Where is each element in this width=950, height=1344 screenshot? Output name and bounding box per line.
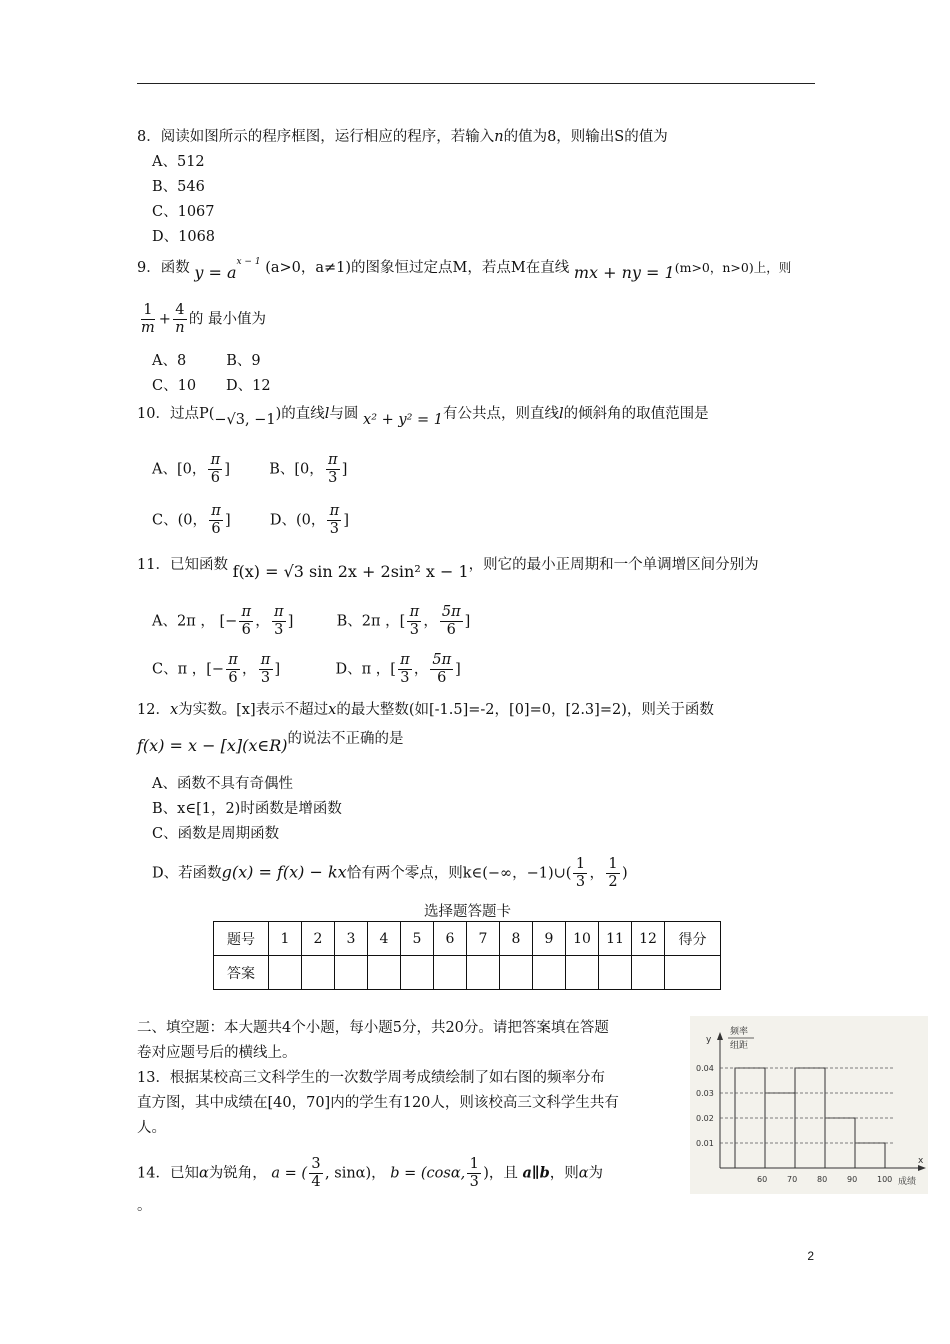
answer-cell-8 [500,956,533,990]
answer-cell-5 [401,956,434,990]
q12-d-f2d: 2 [608,874,618,890]
q9-option-c: C、10 [152,378,197,394]
q10-c-num: π [209,503,223,521]
q11-c-mid: ， [242,661,257,678]
q14-vector-a: a = ( [271,1165,308,1182]
q14-a-num: 3 [309,1156,323,1174]
q14-sep: ， [371,1165,386,1182]
x-tick-60: 60 [757,1175,768,1184]
q14-vector-b: b = (cosα, [390,1165,466,1182]
q8-var-n: n [494,129,504,145]
q9-frac2-den: n [175,320,185,336]
answer-card-num-8: 8 [500,922,533,956]
q9-option-a: A、8 [152,353,187,369]
q12-d-function: g(x) = f(x) − kx [221,862,347,882]
histogram-chart [690,1016,928,1194]
q9-function: y = a [194,262,237,282]
q10-options-cd [152,503,349,538]
q11-stem [137,554,759,581]
q10-stem [137,404,709,428]
q8-stem-text: 8．阅读如图所示的程序框图，运行相应的程序，若输入 [137,129,495,145]
answer-cell-9 [533,956,566,990]
q12-d-f1n: 1 [573,856,587,874]
x-tick-70: 70 [787,1175,798,1184]
section2-line1: 二、填空题：本大题共4个小题，每小题5分，共20分。请把答案填在答题 [137,1020,609,1036]
q11-d-f1d: 3 [400,670,410,686]
x-tick-80: 80 [817,1175,828,1184]
y-tick-0.01: 0.01 [696,1139,714,1148]
answer-card-num-9: 9 [533,922,566,956]
q14-stem-text-4: ，则 [549,1165,579,1182]
q9-condition: (a>0，a≠1)的图象恒过定点M，若点M在直线 [265,259,570,276]
q10-c-close: ] [224,512,231,529]
answer-cell-11 [599,956,632,990]
answer-cell-score [665,956,721,990]
q9-option-b: B、9 [226,353,261,369]
answer-card-num-2: 2 [302,922,335,956]
q9-frac1-den: m [141,320,155,336]
header-rule [137,83,815,84]
q13-line3: 人。 [137,1120,166,1136]
q11-c-f1d: 6 [228,670,238,686]
answer-card-table [213,921,721,990]
q9-tail: 的 最小值为 [188,311,267,328]
q8-stem-text-2: 的值为8，则输出S的值为 [503,129,668,145]
q14-line2: 。 [137,1198,152,1214]
q10-a-close: ] [224,461,231,478]
q10-stem-text-5: 的倾斜角的取值范围是 [563,406,709,422]
q8-option-d: D、1068 [152,229,216,245]
q11-b-f1d: 3 [409,622,419,638]
q11-function: f(x) = √3 sin 2x + 2sin² x − 1 [232,562,469,581]
answer-card-num-6: 6 [434,922,467,956]
q14-stem-text-3: ，且 [488,1165,518,1182]
q12-stem-text-3: 的最大整数(如[-1.5]=-2，[0]=0，[2.3]=2)，则关于函数 [336,702,714,718]
page-number: 2 [807,1249,814,1263]
answer-card-num-10: 10 [566,922,599,956]
y-tick-0.02: 0.02 [696,1114,714,1123]
q12-d-f2n: 1 [606,856,620,874]
q12-var-x: x [169,702,179,718]
q11-option-c: C、π ，[− [152,661,225,678]
q14-alpha-2: α [578,1165,589,1182]
q10-c-den: 6 [211,521,221,537]
q12-stem-text-4: 的说法不正确的是 [287,731,404,747]
q11-option-a: A、2π ， [− [152,613,238,630]
q14-parallel: a∥b [522,1164,550,1182]
q10-b-close: ] [341,461,348,478]
x-tick-100: 100 [877,1175,893,1184]
q12-stem-line2 [137,728,404,755]
q9-frac2-num: 4 [173,302,187,320]
q11-option-d: D、π ，[ [335,661,396,678]
q9-expression [137,302,266,337]
answer-cell-7 [467,956,500,990]
histogram-x-ticks [757,1175,892,1184]
q12-stem [137,700,714,720]
q11-a-f1d: 6 [241,622,251,638]
q12-d-comma: ， [589,865,604,882]
q8-option-a: A、512 [152,154,205,170]
q10-line-l: l [324,406,330,422]
answer-card-num-5: 5 [401,922,434,956]
q11-d-f2n: 5π [432,652,452,668]
q11-b-f2d: 6 [446,622,456,638]
q13-line1: 13．根据某校高三文科学生的一次数学周考成绩绘制了如右图的频率分布 [137,1070,605,1086]
q11-options-cd [152,652,461,687]
q10-line-l-2: l [558,406,564,422]
q12-option-b: B、x∈[1，2)时函数是增函数 [152,801,342,817]
answer-card-label-answer: 答案 [214,956,269,990]
x-label: 成绩 [898,1177,917,1187]
histogram-guides [720,1068,893,1143]
q10-b-num: π [326,452,340,470]
q10-point: −√3, −1 [214,412,276,428]
q10-b-den: 3 [328,470,338,486]
answer-card-num-11: 11 [599,922,632,956]
q10-d-den: 3 [329,521,339,537]
q11-b-post: ] [464,613,471,630]
q12-function: f(x) = x − [x](x∈R) [137,736,288,755]
q10-option-a: A、[0， [152,461,207,478]
q11-c-f2n: π [259,652,273,670]
q13-line2: 直方图，其中成绩在[40，70]内的学生有120人，则该校高三文科学生共有 [137,1095,619,1111]
q10-option-d: D、(0， [269,512,326,529]
q9-options-cd [152,376,271,396]
q11-d-f1n: π [398,652,412,670]
q12-d-mid: 恰有两个零点，则 [346,865,463,882]
q10-stem-text: 10．过点P( [137,406,215,422]
q11-b-mid: ， [423,613,438,630]
q14-stem-text: 14．已知 [137,1165,199,1182]
answer-card-num-4: 4 [368,922,401,956]
q9-stem [137,254,792,282]
q9-stem-text: 9．函数 [137,259,190,276]
q14-b-post: ) [483,1165,489,1182]
answer-card-title: 选择题答题卡 [424,904,511,920]
q10-a-num: π [208,452,222,470]
section2-line2: 卷对应题号后的横线上。 [137,1045,297,1061]
q11-a-f2d: 3 [274,622,284,638]
q12-option-d [152,856,628,891]
q11-b-f2n: 5π [441,604,461,620]
q14-stem [137,1156,603,1191]
q9-options-ab [152,351,261,371]
histogram-y-ticks [696,1064,714,1148]
q10-options-ab [152,452,347,487]
q10-stem-text-4: 有公共点，则直线 [442,406,559,422]
q12-d-post: ) [621,865,628,882]
answer-card-num-12: 12 [632,922,665,956]
q11-stem-text-2: ，则它的最小正周期和一个单调增区间分别为 [468,557,759,573]
q11-d-mid: ， [413,661,429,678]
q10-d-close: ] [343,512,350,529]
q11-options-ab [152,604,470,639]
answer-cell-2 [302,956,335,990]
q11-d-f2d: 6 [437,670,447,686]
q14-b-num: 1 [467,1156,481,1174]
q8-option-c: C、1067 [152,204,215,220]
q10-a-den: 6 [210,470,220,486]
q9-line-equation: mx + ny = 1 [573,262,675,282]
q14-stem-text-2: 为锐角， [208,1165,267,1182]
histogram-bar-1 [765,1093,795,1168]
q11-option-b: B、2π ，[ [336,613,406,630]
x-letter: x [918,1156,924,1166]
q10-option-b: B、[0， [269,461,324,478]
y-tick-0.03: 0.03 [696,1089,714,1098]
answer-cell-1 [269,956,302,990]
q14-alpha: α [198,1165,209,1182]
answer-cell-4 [368,956,401,990]
q10-circle: x² + y² = 1 [363,412,443,428]
q10-d-num: π [327,503,341,521]
q11-c-post: ] [274,661,281,678]
answer-cell-12 [632,956,665,990]
q10-stem-text-2: )的直线 [275,406,325,422]
answer-card-num-3: 3 [335,922,368,956]
q11-a-post: ] [287,613,294,630]
q12-d-range: k∈(−∞，−1)∪( [462,865,572,882]
q9-exponent: x − 1 [236,257,261,267]
answer-card-label-number: 题号 [214,922,269,956]
q8-stem [137,127,668,147]
q14-a-den: 4 [311,1174,321,1190]
y-axis-arrow-icon [717,1032,723,1040]
q8-option-b: B、546 [152,179,205,195]
x-tick-90: 90 [847,1175,858,1184]
answer-card-row-numbers [214,922,721,956]
y-label-bottom: 组距 [730,1041,749,1051]
q12-d-pre: D、若函数 [152,865,222,882]
q11-d-post: ] [455,661,461,678]
answer-cell-3 [335,956,368,990]
q12-stem-text: 12． [137,702,170,718]
answer-card-num-7: 7 [467,922,500,956]
q9-condition-2: (m>0，n>0)上，则 [674,259,792,275]
answer-cell-6 [434,956,467,990]
q14-b-den: 3 [469,1174,479,1190]
q12-var-x-2: x [328,702,337,718]
q11-a-f1n: π [239,604,253,622]
q11-stem-text: 11．已知函数 [137,557,228,573]
histogram-figure [690,1016,928,1194]
y-tick-0.04: 0.04 [696,1064,714,1073]
answer-card-row-answers [214,956,721,990]
q9-plus: + [158,311,171,328]
q11-c-f1n: π [226,652,240,670]
y-letter: y [706,1035,712,1045]
q14-a-post: , sinα) [325,1165,372,1182]
q10-option-c: C、(0， [152,512,207,529]
histogram-bar-4 [855,1143,885,1168]
answer-cell-10 [566,956,599,990]
q11-c-f2d: 3 [260,670,271,686]
q11-b-f1n: π [407,604,421,622]
y-label-top: 频率 [730,1027,749,1037]
q14-stem-text-5: 为 [588,1165,604,1182]
q12-d-f1d: 3 [575,874,586,890]
answer-card-num-1: 1 [269,922,302,956]
q12-option-a: A、函数不具有奇偶性 [152,776,293,792]
q10-stem-text-3: 与圆 [329,406,359,422]
q9-frac1-num: 1 [141,302,155,320]
q12-option-c: C、函数是周期函数 [152,826,280,842]
q9-option-d: D、12 [226,378,271,394]
answer-card-score-label: 得分 [665,922,721,956]
q11-a-f2n: π [272,604,286,622]
q11-a-mid: ， [255,613,270,630]
q12-stem-text-2: 为实数。[x]表示不超过 [178,702,329,718]
